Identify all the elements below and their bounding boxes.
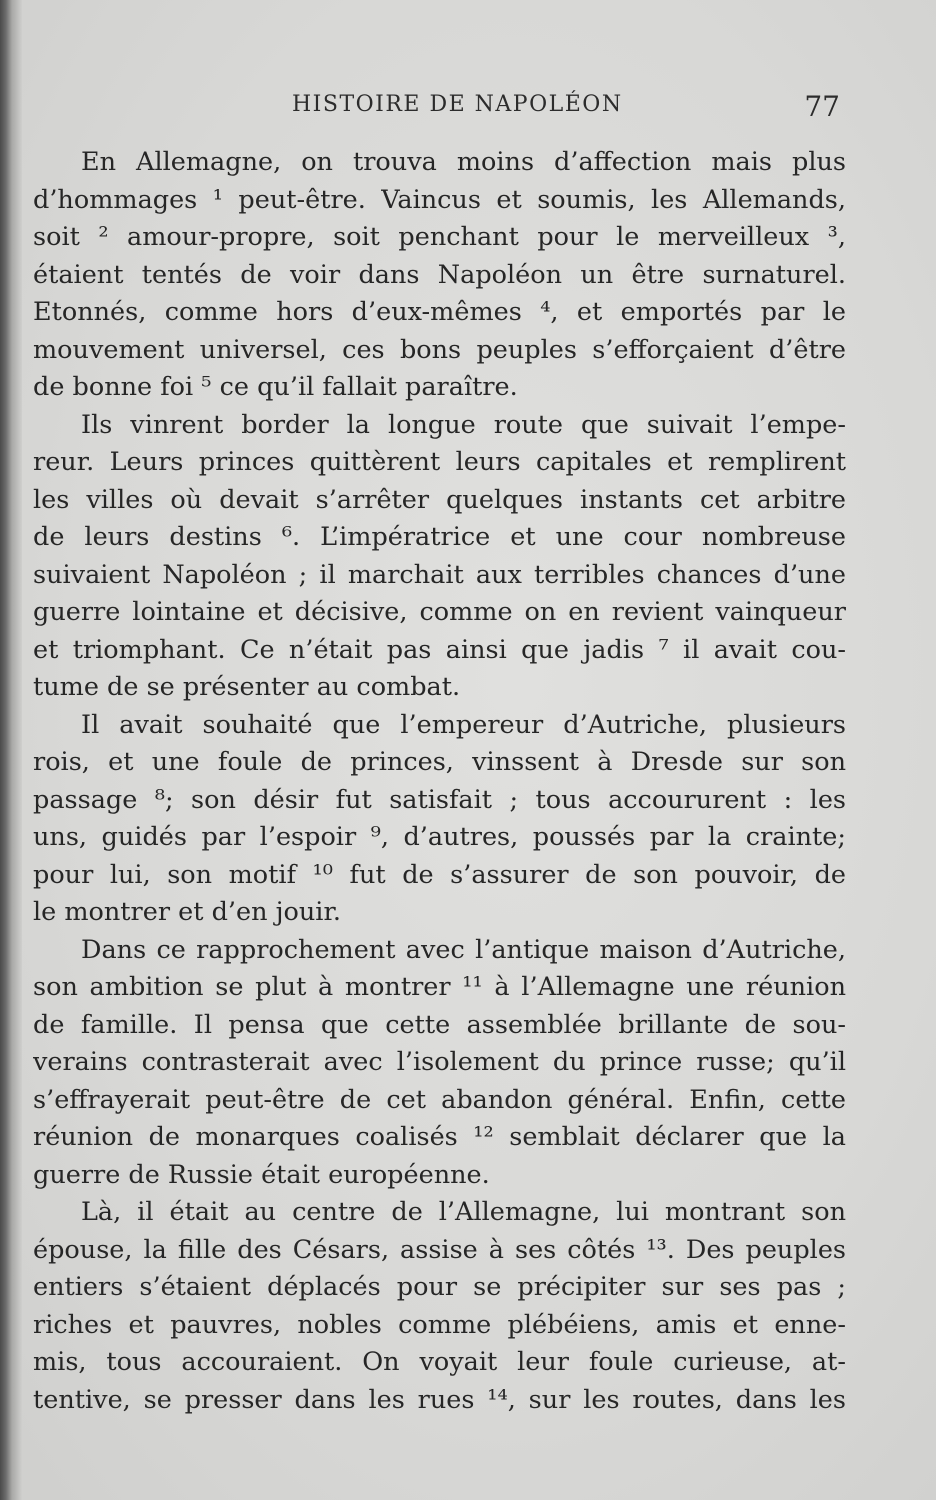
text-line: guerre de Russie était européenne. [33, 1159, 490, 1190]
text-line: d’hommages ¹ peut-être. Vaincus et soumis, les Allemands, [33, 184, 846, 215]
text-line: rois, et une foule de princes, vinssent à Dresde sur son [33, 747, 846, 777]
text-line: tentive, se presser dans les rues ¹⁴, sur les routes, dans les [33, 1384, 846, 1415]
text-line: verains contrasterait avec l’isolement du prince russe; qu’il [33, 1047, 846, 1077]
text-line: pour lui, son motif ¹⁰ fut de s’assurer de son pouvoir, de [33, 859, 846, 890]
text-line: guerre lointaine et décisive, comme on en revient vainqueur [33, 597, 846, 627]
text-line: Dans ce rapprochement avec l’antique maison d’Autriche, [81, 934, 846, 965]
text-line: réunion de monarques coalisés ¹² semblait déclarer que la [33, 1122, 846, 1152]
text-line: reur. Leurs princes quittèrent leurs capitales et remplirent [33, 447, 846, 477]
running-title: HISTOIRE DE NAPOLÉON [292, 92, 623, 117]
text-line: s’effrayerait peut-être de cet abandon général. Enfin, cette [33, 1084, 846, 1115]
text-line: et triomphant. Ce n’était pas ainsi que jadis ⁷ il avait cou- [33, 634, 846, 665]
text-line: mouvement universel, ces bons peuples s’efforçaient d’être [33, 334, 846, 365]
page-header [292, 92, 852, 126]
text-line: suivaient Napoléon ; il marchait aux terribles chances d’une [33, 559, 846, 590]
text-line: Il avait souhaité que l’empereur d’Autriche, plusieurs [81, 709, 846, 740]
text-line: uns, guidés par l’espoir ⁹, d’autres, poussés par la crainte; [33, 822, 846, 852]
text-line: de leurs destins ⁶. L’impératrice et une cour nombreuse [33, 522, 846, 552]
text-line: les villes où devait s’arrêter quelques instants cet arbitre [33, 484, 846, 515]
text-line: son ambition se plut à montrer ¹¹ à l’Allemagne une réunion [33, 972, 846, 1002]
page-binding-edge [0, 0, 22, 1500]
text-line: Là, il était au centre de l’Allemagne, lui montrant son [81, 1197, 846, 1227]
body-text [33, 144, 846, 1419]
text-line: Etonnés, comme hors d’eux-mêmes ⁴, et emportés par le [33, 297, 846, 327]
text-line: de famille. Il pensa que cette assemblée brillante de sou- [33, 1009, 846, 1040]
text-line: Ils vinrent border la longue route que suivait l’empe- [81, 409, 846, 440]
page-number: 77 [804, 90, 840, 123]
text-line: tume de se présenter au combat. [33, 672, 461, 702]
text-line: En Allemagne, on trouva moins d’affection mais plus [81, 147, 846, 177]
text-line: épouse, la fille des Césars, assise à ses côtés ¹³. Des peuples [33, 1234, 846, 1265]
text-line: passage ⁸; son désir fut satisfait ; tous accoururent : les [33, 784, 846, 815]
text-line: mis, tous accouraient. On voyait leur foule curieuse, at- [33, 1347, 846, 1377]
text-line: riches et pauvres, nobles comme plébéiens, amis et enne- [33, 1309, 846, 1340]
text-line: soit ² amour-propre, soit penchant pour le merveilleux ³, [33, 222, 846, 252]
text-line: entiers s’étaient déplacés pour se précipiter sur ses pas ; [33, 1272, 846, 1302]
text-line: étaient tentés de voir dans Napoléon un être surnaturel. [33, 259, 846, 290]
text-line: de bonne foi ⁵ ce qu’il fallait paraître. [33, 372, 518, 402]
text-line: le montrer et d’en jouir. [33, 897, 341, 927]
